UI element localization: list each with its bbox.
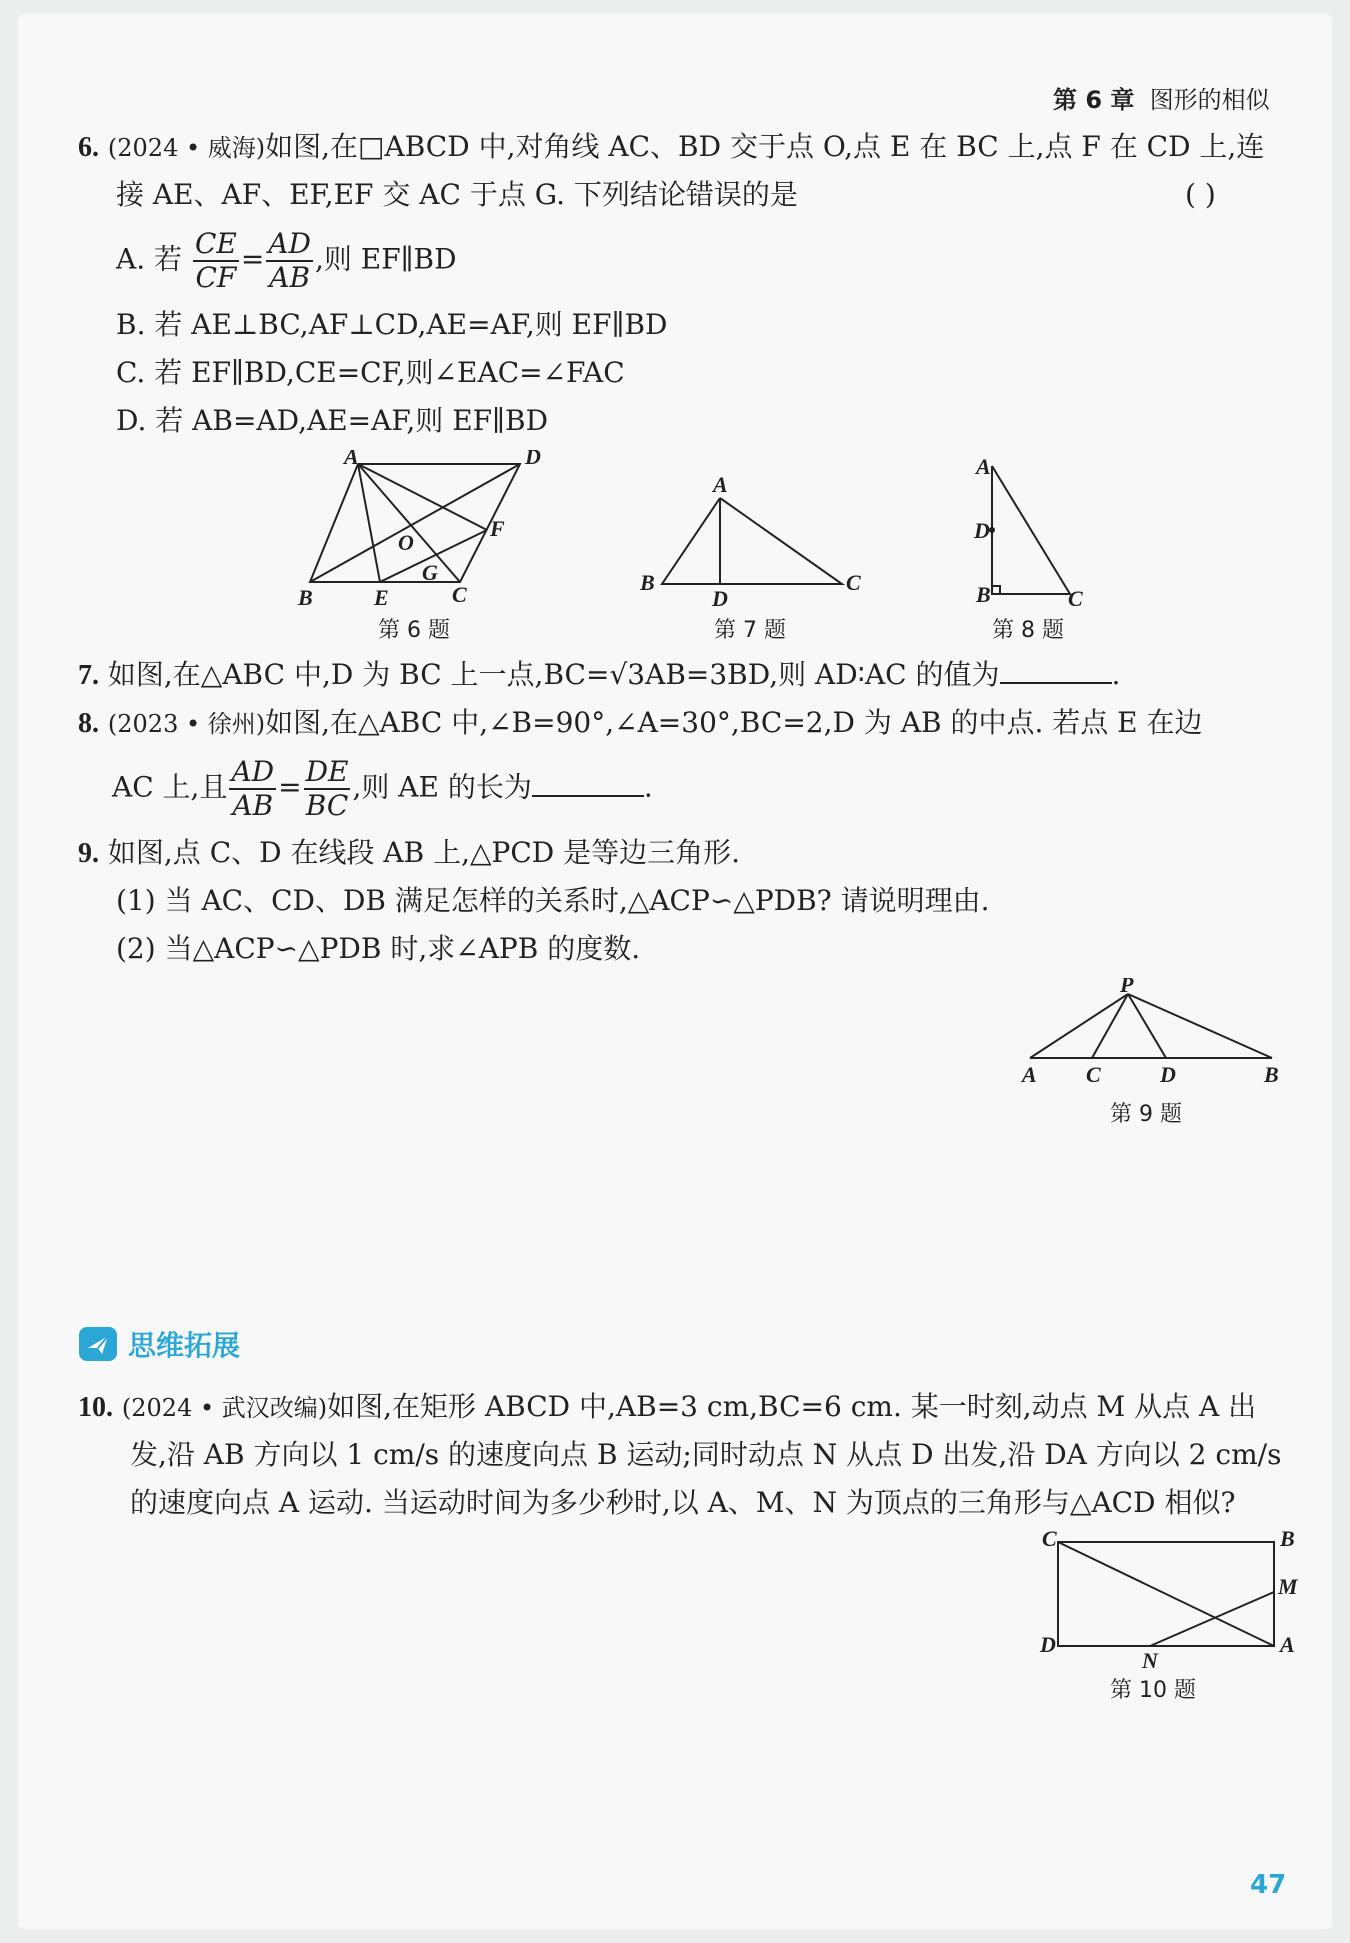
label-m: M xyxy=(1278,1574,1298,1599)
label-d: D xyxy=(1160,1062,1176,1087)
q6-option-c: C. 若 EF∥BD,CE=CF,则∠EAC=∠FAC xyxy=(116,356,625,389)
label-c: C xyxy=(1068,586,1083,611)
q8-fraction-1 xyxy=(229,756,276,822)
fraction-numerator: DE xyxy=(305,755,349,788)
q7-end: . xyxy=(1111,658,1121,691)
triangle-abc xyxy=(992,466,1070,594)
thinking-expansion-icon xyxy=(78,1324,120,1364)
figure-6-parallelogram xyxy=(290,450,550,610)
label-b: B xyxy=(640,570,655,595)
equals-sign: = xyxy=(240,242,265,276)
q6-text-1: 如图,在□ABCD 中,对角线 AC、BD 交于点 O,点 E 在 BC 上,点 F 在 CD 上,连 xyxy=(265,130,1265,163)
label-c: C xyxy=(1042,1528,1057,1551)
q9-number: 9. xyxy=(78,838,99,869)
q6-option-a xyxy=(116,228,457,294)
q7-number: 7. xyxy=(78,660,99,691)
q10-source: (2024 • 武汉改编) xyxy=(121,1394,328,1422)
q6-option-b: B. 若 AE⊥BC,AF⊥CD,AE=AF,则 EF∥BD xyxy=(116,308,668,341)
label-n: N xyxy=(1142,1648,1158,1668)
section-heading xyxy=(78,1324,240,1364)
figure-8-right-triangle xyxy=(960,456,1100,616)
q8-number: 8. xyxy=(78,708,99,739)
q6-option-a-suffix: ,则 EF∥BD xyxy=(314,242,457,276)
label-e: E xyxy=(374,585,389,610)
figure-9-triangle xyxy=(1010,978,1300,1088)
segment-pb xyxy=(1128,994,1272,1058)
chapter-header xyxy=(1053,80,1270,115)
fraction-numerator: AD xyxy=(268,227,311,260)
q6-line2: 接 AE、AF、EF,EF 交 AC 于点 G. 下列结论错误的是 xyxy=(116,178,798,211)
q10-line1 xyxy=(78,1390,1256,1425)
q8-line2 xyxy=(112,756,653,822)
diagonal-ca xyxy=(1058,1542,1274,1646)
q8-text-2-suffix: ,则 AE 的长为 xyxy=(352,770,532,804)
q9-part-2: (2) 当△ACP∽△PDB 时,求∠APB 的度数. xyxy=(116,932,641,965)
chapter-number: 第 6 章 xyxy=(1053,86,1135,114)
label-b: B xyxy=(1280,1528,1295,1551)
label-a: A xyxy=(1280,1632,1295,1657)
q8-source: (2023 • 徐州) xyxy=(107,710,266,738)
point-d xyxy=(989,527,995,533)
label-c: C xyxy=(452,582,467,607)
q6-answer-bracket: ( ) xyxy=(1185,178,1216,211)
label-b: B xyxy=(1264,1062,1279,1087)
q7-answer-blank xyxy=(1000,658,1112,684)
label-c: C xyxy=(1086,1062,1101,1087)
q7-sqrt: √3 xyxy=(609,658,646,691)
q10-line2: 发,沿 AB 方向以 1 cm/s 的速度向点 B 运动;同时动点 N 从点 D 出发,沿 DA 方向以 2 cm/s xyxy=(130,1438,1282,1471)
q9-part-1: (1) 当 AC、CD、DB 满足怎样的关系时,△ACP∽△PDB? 请说明理由. xyxy=(116,884,990,917)
q6-source: (2024 • 威海) xyxy=(107,134,266,162)
fraction-denominator: AB xyxy=(269,261,311,294)
q8-line1 xyxy=(78,706,1202,741)
label-d: D xyxy=(974,518,990,543)
segment-pd xyxy=(1128,994,1166,1058)
figure-8-caption: 第 8 题 xyxy=(992,618,1064,643)
figure-9-caption: 第 9 题 xyxy=(1110,1102,1182,1127)
label-d: D xyxy=(1040,1632,1056,1657)
diagonal-ac xyxy=(358,464,460,582)
fraction-denominator: BC xyxy=(305,789,349,822)
label-a: A xyxy=(976,456,991,479)
fraction-numerator: AD xyxy=(231,755,275,788)
equals-sign: = xyxy=(278,770,302,804)
page-number: 47 xyxy=(1250,1870,1287,1900)
label-b: B xyxy=(298,585,313,610)
label-d: D xyxy=(712,586,728,610)
q7-text-2: AB=3BD,则 AD∶AC 的值为 xyxy=(645,658,1000,691)
q9-line1 xyxy=(78,836,740,871)
q7-line xyxy=(78,658,1120,693)
q6-option-a-fraction-2 xyxy=(266,228,313,294)
q7-text-1: 如图,在△ABC 中,D 为 BC 上一点,BC= xyxy=(107,658,610,691)
q6-option-a-fraction-1 xyxy=(193,228,239,294)
fraction-denominator: AB xyxy=(232,789,274,822)
segment-pa xyxy=(1030,994,1128,1058)
q8-end: . xyxy=(643,770,653,804)
label-d: D xyxy=(525,450,541,469)
q6-option-a-prefix: A. 若 xyxy=(116,242,183,276)
q10-line3: 的速度向点 A 运动. 当运动时间为多少秒时,以 A、M、N 为顶点的三角形与△ACD 相似? xyxy=(130,1486,1236,1519)
triangle-abc xyxy=(662,498,842,584)
label-p: P xyxy=(1120,978,1134,997)
label-g: G xyxy=(422,560,438,585)
fraction-numerator: CE xyxy=(194,227,237,260)
label-a: A xyxy=(344,450,359,469)
q8-text-2-prefix: AC 上,且 xyxy=(112,770,228,804)
figure-6-caption: 第 6 题 xyxy=(378,618,450,643)
label-b: B xyxy=(976,582,991,607)
label-f: F xyxy=(490,516,505,541)
q9-text: 如图,点 C、D 在线段 AB 上,△PCD 是等边三角形. xyxy=(107,836,741,869)
q8-text-1: 如图,在△ABC 中,∠B=90°,∠A=30°,BC=2,D 为 AB 的中点. 若点 E 在边 xyxy=(265,706,1203,739)
right-angle-mark xyxy=(992,586,1000,594)
segment-af xyxy=(358,464,487,530)
figure-7-caption: 第 7 题 xyxy=(714,618,786,643)
fraction-denominator: CF xyxy=(195,261,237,294)
q6-number: 6. xyxy=(78,132,99,163)
q8-fraction-2 xyxy=(304,756,351,822)
label-a: A xyxy=(1022,1062,1037,1087)
q6-line1 xyxy=(78,130,1264,165)
q10-number: 10. xyxy=(78,1392,113,1423)
segment-ae xyxy=(358,464,380,582)
figure-10-rectangle xyxy=(1030,1528,1300,1668)
figure-7-triangle xyxy=(630,470,870,610)
section-title: 思维拓展 xyxy=(128,1329,241,1362)
segment-pc xyxy=(1092,994,1128,1058)
q10-text-1: 如图,在矩形 ABCD 中,AB=3 cm,BC=6 cm. 某一时刻,动点 M 从点 A 出 xyxy=(327,1390,1257,1423)
figure-10-caption: 第 10 题 xyxy=(1110,1678,1196,1703)
label-c: C xyxy=(846,570,861,595)
label-o: O xyxy=(398,530,414,555)
q6-option-d: D. 若 AB=AD,AE=AF,则 EF∥BD xyxy=(116,404,549,437)
q8-answer-blank xyxy=(532,771,644,797)
chapter-title: 图形的相似 xyxy=(1149,86,1270,114)
label-a: A xyxy=(713,472,728,497)
